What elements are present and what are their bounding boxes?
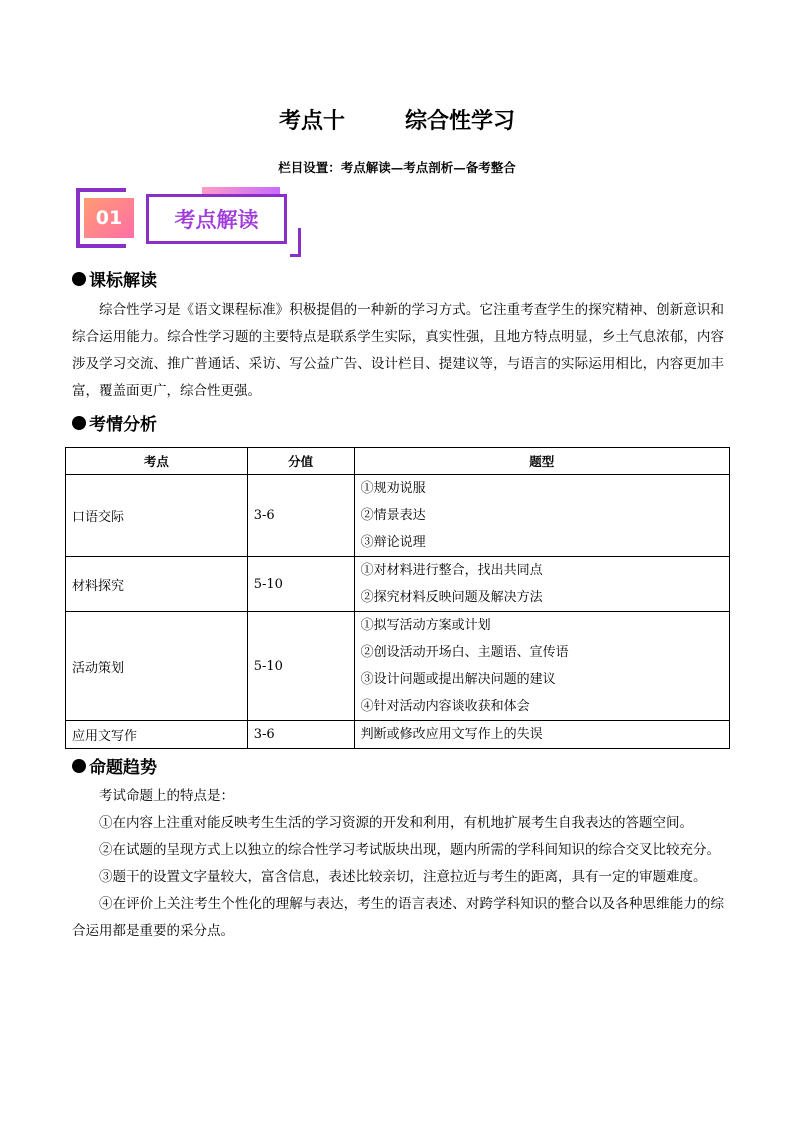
cell-types <box>354 612 729 721</box>
type-item: ③辩论说理 <box>360 535 426 550</box>
section-banner <box>72 186 298 256</box>
banner-label: 考点解读 <box>146 194 287 244</box>
trend-point: ④在评价上关注考生个性化的理解与表达，考生的语言表述、对跨学科知识的整合以及各种思维能力的综合运用都是重要的采分点。 <box>72 896 724 939</box>
header-topic: 考点 <box>66 448 248 475</box>
banner-number: 01 <box>84 198 134 238</box>
curriculum-paragraph: 综合性学习是《语文课程标准》积极提倡的一种新的学习方式。它注重考查学生的探究精神、创新意识和综合运用能力。综合性学习题的主要特点是联系学生实际，真实性强，且地方特点明显，乡土气息浓郁，内容涉及学习交流、推广普通话、采访、写公益广告、设计栏目、提建议等，与语言的实际运用相比，内容更加丰富，覆盖面更广，综合性更强。 <box>72 302 724 399</box>
heading-text: 考情分析 <box>89 415 157 435</box>
heading-text: 课标解读 <box>89 271 157 291</box>
banner-corner <box>290 228 301 257</box>
type-item: ③设计问题或提出解决问题的建议 <box>360 672 556 687</box>
type-item: ①对材料进行整合，找出共同点 <box>360 563 543 578</box>
cell-types <box>354 721 729 749</box>
title-part-1: 考点十 <box>278 109 345 134</box>
trend-point: ③题干的设置文字量较大，富含信息，表述比较亲切，注意拉近与考生的距离，具有一定的审题难度。 <box>99 869 707 885</box>
title-part-2: 综合性学习 <box>405 109 516 134</box>
cell-topic: 材料探究 <box>66 557 248 612</box>
exam-analysis-table <box>65 447 730 749</box>
type-item: ①规劝说服 <box>360 481 426 496</box>
column-setting: 栏目设置：考点解读—考点剖析—备考整合 <box>278 160 516 175</box>
cell-topic: 应用文写作 <box>66 721 248 749</box>
type-item: ④针对活动内容谈收获和体会 <box>360 699 530 714</box>
bullet-icon <box>72 759 86 773</box>
heading-exam-analysis <box>72 410 157 435</box>
cell-score: 3-6 <box>247 475 354 557</box>
bullet-icon <box>72 416 86 430</box>
heading-text: 命题趋势 <box>89 758 157 778</box>
heading-trend <box>72 753 157 778</box>
table-row <box>66 475 730 557</box>
trend-point: ①在内容上注重对能反映考生生活的学习资源的开发和利用，有机地扩展考生自我表达的答题空间。 <box>99 815 693 831</box>
table-header-row <box>66 448 730 475</box>
type-item: ②情景表达 <box>360 508 426 523</box>
cell-score: 5-10 <box>247 612 354 721</box>
type-item: ②创设活动开场白、主题语、宣传语 <box>360 645 569 660</box>
bullet-icon <box>72 272 86 286</box>
type-item: 判断或修改应用文写作上的失误 <box>360 727 543 742</box>
type-item: ①拟写活动方案或计划 <box>360 618 491 633</box>
table-row <box>66 612 730 721</box>
trend-content <box>72 783 724 945</box>
header-score: 分值 <box>247 448 354 475</box>
trend-intro: 考试命题上的特点是： <box>99 788 234 804</box>
table-row <box>66 557 730 612</box>
cell-topic: 活动策划 <box>66 612 248 721</box>
cell-types <box>354 475 729 557</box>
page-title <box>0 104 794 135</box>
type-item: ②探究材料反映问题及解决方法 <box>360 590 543 605</box>
trend-point: ②在试题的呈现方式上以独立的综合性学习考试版块出现，题内所需的学科间知识的综合交叉比较充分。 <box>99 842 720 858</box>
cell-score: 3-6 <box>247 721 354 749</box>
cell-types <box>354 557 729 612</box>
header-type: 题型 <box>354 448 729 475</box>
heading-curriculum <box>72 266 157 291</box>
cell-topic: 口语交际 <box>66 475 248 557</box>
table-row <box>66 721 730 749</box>
cell-score: 5-10 <box>247 557 354 612</box>
